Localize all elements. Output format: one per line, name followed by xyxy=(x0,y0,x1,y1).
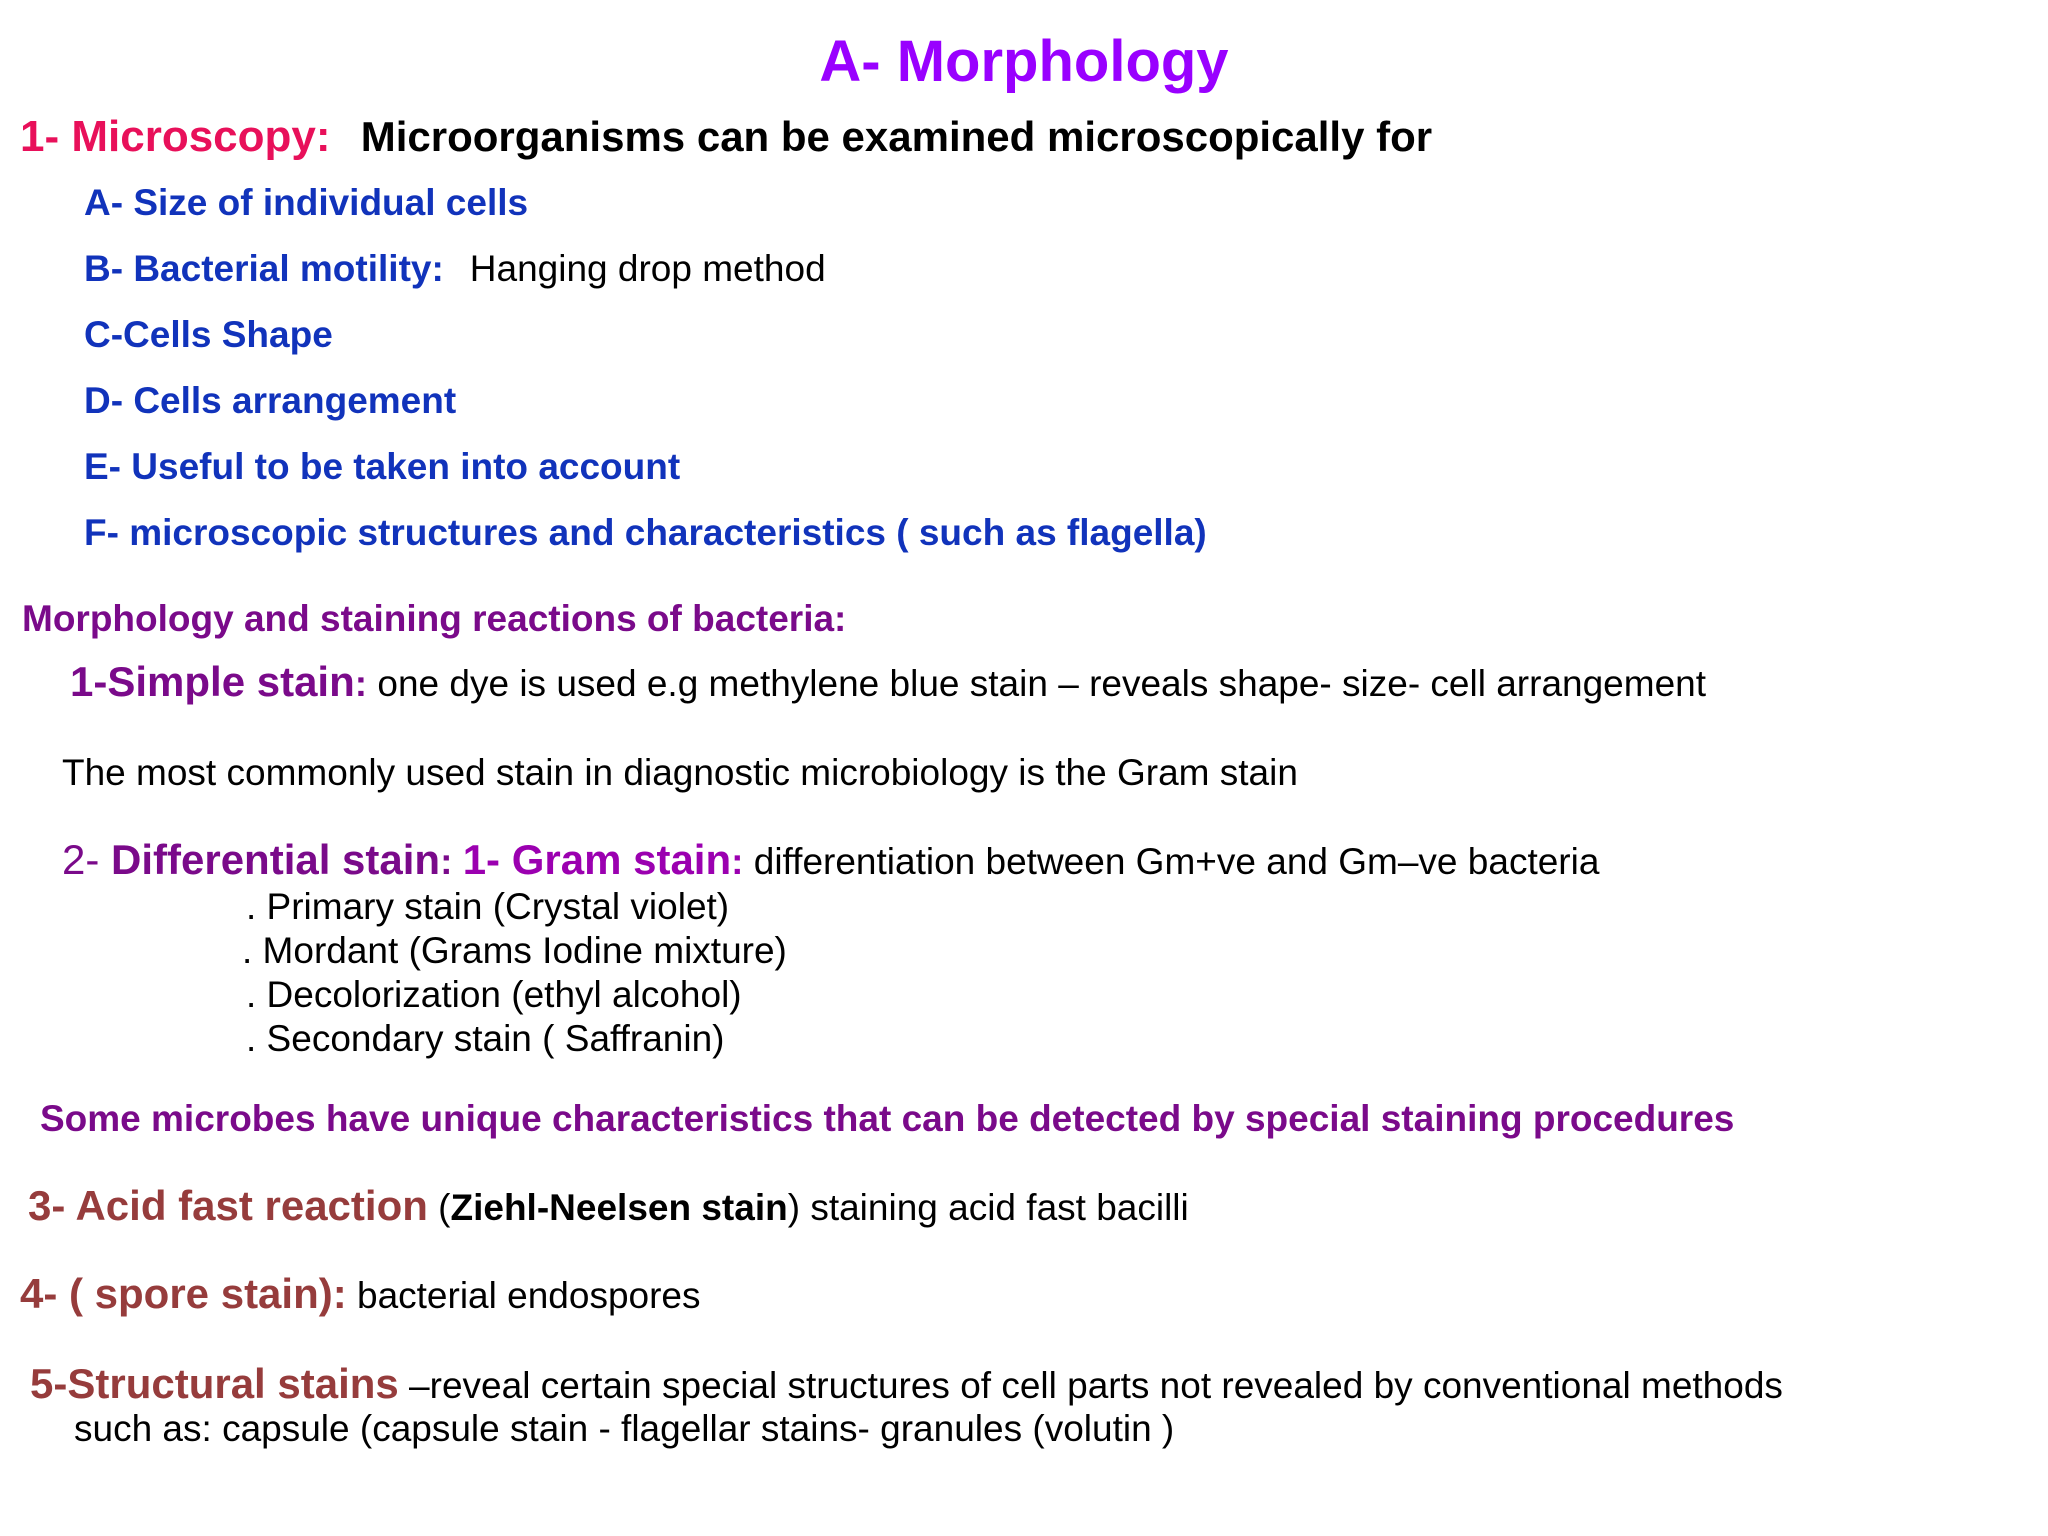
item-label: D- Cells arrangement xyxy=(84,380,457,421)
microscopy-heading xyxy=(20,112,1432,162)
microscopy-label: 1- Microscopy: xyxy=(20,112,331,161)
structural-stain-label: 5-Structural stains xyxy=(30,1360,399,1407)
item-label: F- microscopic structures and characteristics ( such as flagella) xyxy=(84,512,1207,553)
acid-fast-stain-name: Ziehl-Neelsen stain xyxy=(450,1187,788,1228)
spore-stain-line xyxy=(20,1270,701,1318)
acid-fast-label: 3- Acid fast reaction xyxy=(28,1182,428,1229)
gram-stain-label: 1- Gram stain xyxy=(462,836,732,883)
common-stain-note: The most commonly used stain in diagnostic microbiology is the Gram stain xyxy=(62,752,1298,793)
spore-stain-text: bacterial endospores xyxy=(346,1275,701,1316)
item-label: E- Useful to be taken into account xyxy=(84,446,681,487)
differential-colon: : xyxy=(440,841,463,882)
staining-heading: Morphology and staining reactions of bacteria: xyxy=(22,598,847,639)
structural-stain-line-2: such as: capsule (capsule stain - flagellar stains- granules (volutin ) xyxy=(74,1408,1175,1449)
simple-stain-line xyxy=(70,658,1706,706)
gram-step: . Decolorization (ethyl alcohol) xyxy=(246,974,742,1015)
simple-stain-text: one dye is used e.g methylene blue stain – reveals shape- size- cell arrangement xyxy=(367,663,1707,704)
item-label: B- Bacterial motility: xyxy=(84,248,444,289)
page-title: A- Morphology xyxy=(819,29,1229,94)
spore-stain-label: 4- ( spore stain): xyxy=(20,1270,347,1317)
acid-fast-line xyxy=(28,1182,1189,1230)
microscopy-item-d xyxy=(84,380,456,422)
gram-step: . Secondary stain ( Saffranin) xyxy=(246,1018,725,1059)
gram-stain-colon: : xyxy=(731,841,744,882)
differential-num: 2- xyxy=(62,836,112,883)
gram-step: . Mordant (Grams Iodine mixture) xyxy=(242,930,787,971)
microscopy-item-c xyxy=(84,314,333,356)
differential-label: Differential stain xyxy=(111,836,441,883)
microscopy-item-e xyxy=(84,446,680,488)
simple-stain-label: 1-Simple stain xyxy=(70,658,355,705)
acid-fast-open: ( xyxy=(427,1187,451,1228)
gram-stain-text: differentiation between Gm+ve and Gm–ve bacteria xyxy=(743,841,1600,882)
item-label: A- Size of individual cells xyxy=(84,182,529,223)
microscopy-text: Microorganisms can be examined microscopically for xyxy=(360,113,1433,160)
item-text: Hanging drop method xyxy=(469,248,826,289)
microscopy-item-b xyxy=(84,248,826,290)
microscopy-item-f xyxy=(84,512,1207,554)
differential-stain-line xyxy=(62,836,1599,884)
microscopy-item-a xyxy=(84,182,528,224)
structural-stain-line xyxy=(30,1360,1783,1408)
item-label: C-Cells Shape xyxy=(84,314,333,355)
structural-stain-text: –reveal certain special structures of cell parts not revealed by conventional methods xyxy=(398,1365,1783,1406)
special-staining-heading: Some microbes have unique characteristics that can be detected by special staining procedures xyxy=(40,1098,1735,1139)
simple-stain-colon: : xyxy=(354,663,368,704)
gram-step: . Primary stain (Crystal violet) xyxy=(246,886,730,927)
acid-fast-text: ) staining acid fast bacilli xyxy=(787,1187,1189,1228)
